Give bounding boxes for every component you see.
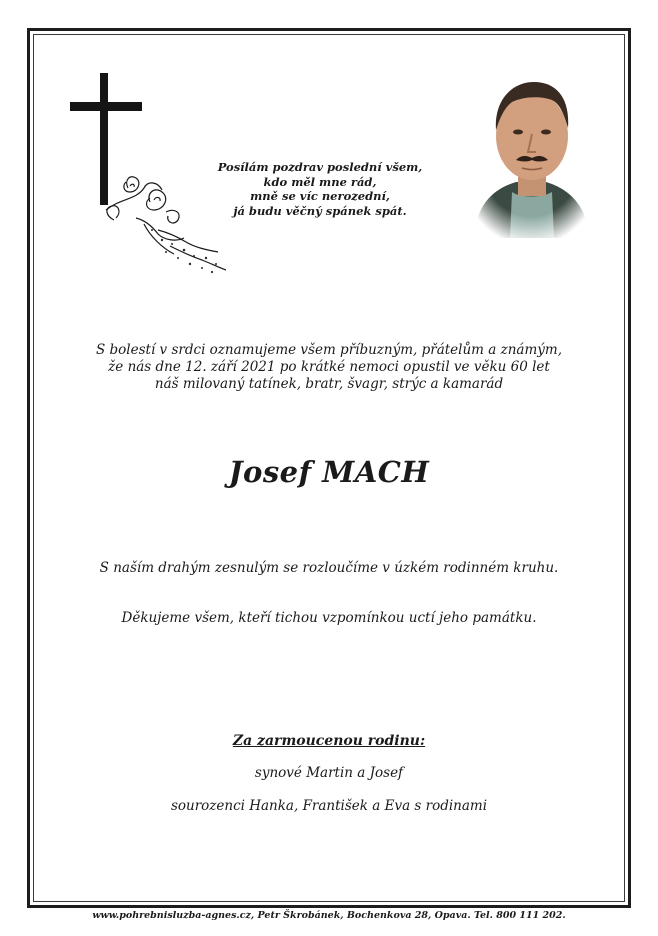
portrait-photo xyxy=(466,70,596,238)
deceased-name: Josef MACH xyxy=(228,455,430,489)
memorial-poem xyxy=(200,160,440,218)
announcement-line: že nás dne 12. září 2021 po krátké nemoci opustil ve věku 60 let xyxy=(108,359,550,375)
poem-line: mně se víc nerozední, xyxy=(250,189,390,203)
poem-line: kdo měl mne rád, xyxy=(263,174,377,189)
family-member-line: sourozenci Hanka, František a Eva s rodinami xyxy=(170,798,488,814)
announcement-line: S bolestí v srdci oznamujeme všem příbuzným, přátelům a známým, xyxy=(95,342,562,358)
poem-line: Posílám pozdrav poslední všem, xyxy=(217,160,423,174)
announcement-line: náš milovaný tatínek, bratr, švagr, strýc a kamarád xyxy=(154,376,504,392)
family-heading: Za zarmoucenou rodinu: xyxy=(232,733,426,749)
announcement-text xyxy=(60,342,598,393)
thanks-notice: Děkujeme všem, kteří tichou vzpomínkou uctí jeho památku. xyxy=(121,610,537,626)
family-member-line: synové Martin a Josef xyxy=(254,765,404,781)
farewell-notice: S naším drahým zesnulým se rozloučíme v úzkém rodinném kruhu. xyxy=(99,560,559,576)
poem-line: já budu věčný spánek spát. xyxy=(233,203,407,218)
footer-contact: www.pohrebnisluzba-agnes.cz, Petr Škrobánek, Bochenkova 28, Opava. Tel. 800 111 202. xyxy=(92,910,566,921)
